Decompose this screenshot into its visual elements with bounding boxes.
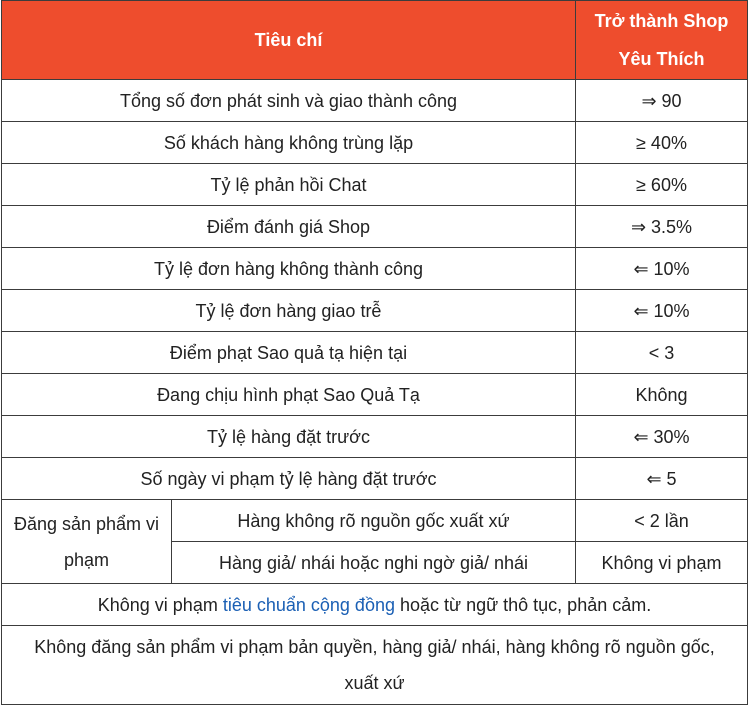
table-row bbox=[2, 374, 748, 416]
criteria-cell: Điểm đánh giá Shop bbox=[2, 206, 576, 248]
criteria-cell: Đang chịu hình phạt Sao Quả Tạ bbox=[2, 374, 576, 416]
criteria-cell: Tổng số đơn phát sinh và giao thành công bbox=[2, 80, 576, 122]
copyright-cell: Không đăng sản phẩm vi phạm bản quyền, hàng giả/ nhái, hàng không rõ nguồn gốc, xuất xứ bbox=[2, 626, 748, 705]
table-row bbox=[2, 626, 748, 705]
criteria-cell: Tỷ lệ hàng đặt trước bbox=[2, 416, 576, 458]
community-text-after: hoặc từ ngữ thô tục, phản cảm. bbox=[394, 594, 652, 615]
table-row bbox=[2, 206, 748, 248]
table-row bbox=[2, 248, 748, 290]
table-row bbox=[2, 584, 748, 626]
criteria-cell: Điểm phạt Sao quả tạ hiện tại bbox=[2, 332, 576, 374]
violation-group-label: Đăng sản phẩm vi phạm bbox=[2, 500, 172, 584]
value-cell: < 3 bbox=[576, 332, 748, 374]
table-row bbox=[2, 500, 748, 542]
value-cell: ≥ 40% bbox=[576, 122, 748, 164]
table-row bbox=[2, 164, 748, 206]
value-cell: < 2 lần bbox=[576, 500, 748, 542]
community-standard-cell bbox=[2, 584, 748, 626]
value-cell: ⇐ 30% bbox=[576, 416, 748, 458]
value-cell: Không vi phạm bbox=[576, 542, 748, 584]
criteria-table bbox=[1, 0, 748, 705]
header-criteria: Tiêu chí bbox=[2, 1, 576, 80]
table-row bbox=[2, 458, 748, 500]
criteria-cell: Hàng giả/ nhái hoặc nghi ngờ giả/ nhái bbox=[172, 542, 576, 584]
header-row bbox=[2, 1, 748, 80]
table-row bbox=[2, 290, 748, 332]
criteria-cell: Tỷ lệ đơn hàng giao trễ bbox=[2, 290, 576, 332]
value-cell: ⇐ 5 bbox=[576, 458, 748, 500]
table-row bbox=[2, 80, 748, 122]
header-target: Trở thành Shop Yêu Thích bbox=[576, 1, 748, 80]
value-cell: ⇒ 3.5% bbox=[576, 206, 748, 248]
criteria-cell: Số ngày vi phạm tỷ lệ hàng đặt trước bbox=[2, 458, 576, 500]
criteria-cell: Số khách hàng không trùng lặp bbox=[2, 122, 576, 164]
table-row bbox=[2, 416, 748, 458]
value-cell: ⇒ 90 bbox=[576, 80, 748, 122]
community-text-before: Không vi phạm bbox=[97, 594, 223, 615]
value-cell: ⇐ 10% bbox=[576, 248, 748, 290]
criteria-cell: Tỷ lệ phản hồi Chat bbox=[2, 164, 576, 206]
criteria-cell: Tỷ lệ đơn hàng không thành công bbox=[2, 248, 576, 290]
community-standard-link[interactable]: tiêu chuẩn cộng đồng bbox=[222, 594, 395, 615]
value-cell: ≥ 60% bbox=[576, 164, 748, 206]
value-cell: ⇐ 10% bbox=[576, 290, 748, 332]
table-row bbox=[2, 122, 748, 164]
table-row bbox=[2, 332, 748, 374]
value-cell: Không bbox=[576, 374, 748, 416]
criteria-cell: Hàng không rõ nguồn gốc xuất xứ bbox=[172, 500, 576, 542]
